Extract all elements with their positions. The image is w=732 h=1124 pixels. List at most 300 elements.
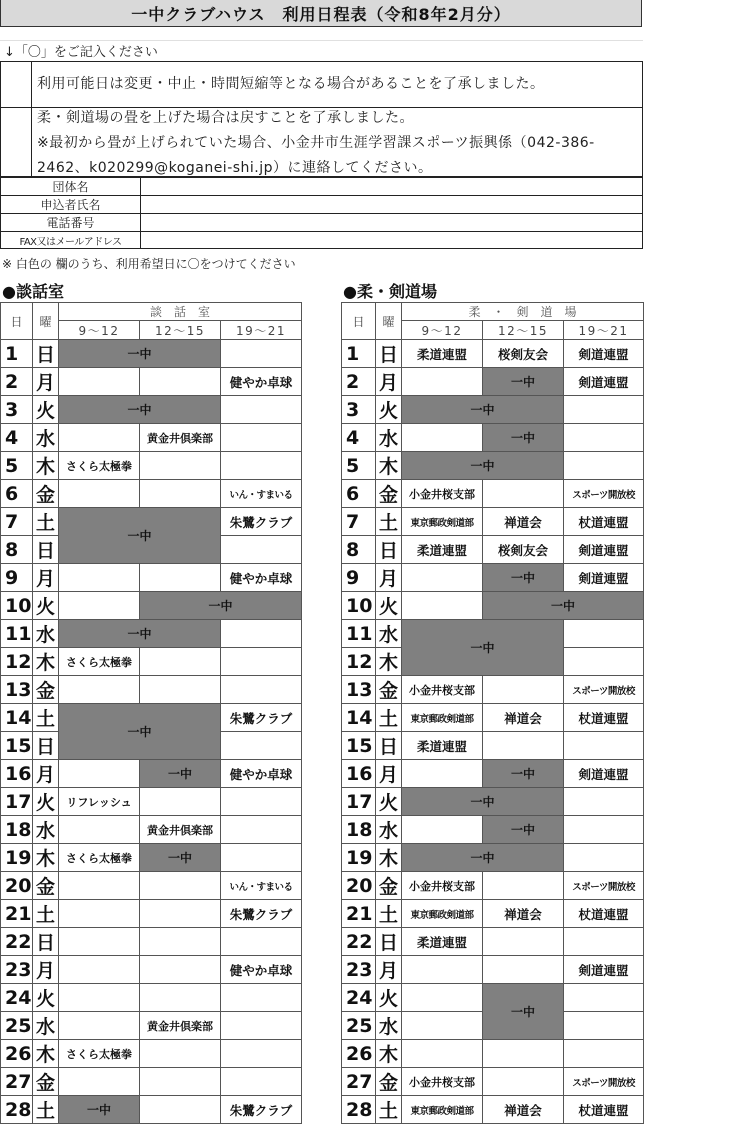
slot-evening[interactable]: [564, 648, 644, 676]
dojo-row-day-23: [342, 956, 644, 984]
day-number: 18: [1, 816, 33, 844]
slot-evening[interactable]: 剣道連盟: [564, 760, 644, 788]
slot-evening[interactable]: [221, 816, 302, 844]
day-number: 27: [342, 1068, 376, 1096]
slot-evening[interactable]: [564, 424, 644, 452]
applicant-name-field[interactable]: [141, 196, 643, 214]
day-of-week: 木: [33, 844, 59, 872]
slot-evening[interactable]: いん・すまいる: [221, 872, 302, 900]
slot-evening[interactable]: 朱鷺クラブ: [221, 1096, 302, 1124]
reserved-school-slot: 一中: [483, 368, 564, 396]
day-of-week: 月: [33, 956, 59, 984]
day-number: 23: [1, 956, 33, 984]
slot-morning[interactable]: [402, 816, 483, 844]
day-number: 5: [1, 452, 33, 480]
form-row-group-name: [1, 178, 643, 196]
day-of-week: 水: [33, 816, 59, 844]
slot-morning[interactable]: 柔道連盟: [402, 536, 483, 564]
dojo-row-day-11: [342, 620, 644, 648]
agreement-row-availability: [1, 62, 642, 108]
danwa-header-slot-evening: 19～21: [221, 321, 302, 340]
slot-evening[interactable]: [221, 536, 302, 564]
slot-evening[interactable]: [221, 984, 302, 1012]
dojo-row-day-1: [342, 340, 644, 368]
slot-evening[interactable]: 健やか卓球: [221, 368, 302, 396]
day-of-week: 月: [376, 368, 402, 396]
day-of-week: 水: [33, 424, 59, 452]
day-number: 28: [342, 1096, 376, 1124]
slot-morning[interactable]: 東京郵政剣道部: [402, 704, 483, 732]
day-of-week: 金: [33, 872, 59, 900]
day-of-week: 金: [33, 1068, 59, 1096]
slot-evening[interactable]: [564, 732, 644, 760]
slot-morning[interactable]: [402, 984, 483, 1012]
slot-morning[interactable]: [59, 424, 140, 452]
slot-morning[interactable]: 東京郵政剣道部: [402, 900, 483, 928]
day-number: 16: [1, 760, 33, 788]
slot-morning[interactable]: [59, 676, 140, 704]
danwa-row-day-18: [1, 816, 302, 844]
slot-evening[interactable]: 杖道連盟: [564, 1096, 644, 1124]
form-row-fax-email: [1, 232, 643, 249]
slot-morning[interactable]: さくら太極拳: [59, 844, 140, 872]
day-number: 22: [1, 928, 33, 956]
slot-afternoon[interactable]: [140, 1096, 221, 1124]
day-of-week: 土: [33, 704, 59, 732]
slot-evening[interactable]: [221, 424, 302, 452]
slot-morning[interactable]: [59, 564, 140, 592]
form-row-phone: [1, 214, 643, 232]
day-number: 13: [342, 676, 376, 704]
danwa-row-day-22: [1, 928, 302, 956]
slot-evening[interactable]: 剣道連盟: [564, 340, 644, 368]
day-number: 20: [342, 872, 376, 900]
day-of-week: 火: [376, 396, 402, 424]
page-title: 一中クラブハウス 利用日程表（令和8年2月分）: [0, 0, 642, 27]
day-number: 14: [342, 704, 376, 732]
day-of-week: 土: [376, 704, 402, 732]
slot-evening[interactable]: 剣道連盟: [564, 368, 644, 396]
dojo-row-day-7: [342, 508, 644, 536]
slot-evening[interactable]: [221, 340, 302, 368]
danwa-row-day-17: [1, 788, 302, 816]
day-of-week: 木: [376, 452, 402, 480]
slot-evening[interactable]: いん・すまいる: [221, 480, 302, 508]
agreement-row-tatami: [1, 108, 642, 176]
day-number: 9: [1, 564, 33, 592]
slot-afternoon[interactable]: 桜剣友会: [483, 340, 564, 368]
instruction-text: ↓「〇」をご記入ください: [4, 45, 158, 60]
slot-morning[interactable]: [59, 928, 140, 956]
danwa-row-day-1: [1, 340, 302, 368]
day-of-week: 木: [376, 648, 402, 676]
slot-evening[interactable]: [221, 732, 302, 760]
dojo-row-day-17: [342, 788, 644, 816]
reserved-school-slot: 一中: [483, 424, 564, 452]
dojo-row-day-10: [342, 592, 644, 620]
slot-evening[interactable]: [221, 1068, 302, 1096]
slot-morning[interactable]: 小金井桜支部: [402, 480, 483, 508]
reserved-school-slot: 一中: [140, 844, 221, 872]
day-of-week: 木: [376, 844, 402, 872]
danwa-row-day-26: [1, 1040, 302, 1068]
slot-evening[interactable]: [221, 1040, 302, 1068]
agreement-check-cell-1[interactable]: [1, 62, 32, 107]
dojo-row-day-4: [342, 424, 644, 452]
slot-morning[interactable]: [402, 956, 483, 984]
dojo-row-day-16: [342, 760, 644, 788]
day-number: 2: [342, 368, 376, 396]
day-of-week: 土: [33, 900, 59, 928]
day-of-week: 木: [33, 1040, 59, 1068]
dojo-row-day-15: [342, 732, 644, 760]
slot-evening[interactable]: [564, 396, 644, 424]
danwa-header-row-1: [1, 303, 302, 321]
day-of-week: 火: [33, 984, 59, 1012]
day-number: 1: [342, 340, 376, 368]
slot-afternoon[interactable]: [140, 1068, 221, 1096]
day-of-week: 木: [33, 648, 59, 676]
danwa-row-day-28: [1, 1096, 302, 1124]
slot-morning[interactable]: [402, 424, 483, 452]
slot-evening[interactable]: [221, 676, 302, 704]
reserved-school-slot: 一中: [59, 1096, 140, 1124]
slot-morning[interactable]: 小金井桜支部: [402, 1068, 483, 1096]
day-number: 22: [342, 928, 376, 956]
slot-evening[interactable]: 剣道連盟: [564, 564, 644, 592]
day-number: 2: [1, 368, 33, 396]
day-number: 7: [1, 508, 33, 536]
slot-evening[interactable]: [564, 984, 644, 1012]
dojo-header-slot-afternoon: 12～15: [483, 321, 564, 340]
slot-afternoon[interactable]: [140, 956, 221, 984]
slot-afternoon[interactable]: 黄金井倶楽部: [140, 1012, 221, 1040]
slot-afternoon[interactable]: [140, 564, 221, 592]
danwa-row-day-10: [1, 592, 302, 620]
slot-afternoon[interactable]: 桜剣友会: [483, 536, 564, 564]
day-number: 15: [342, 732, 376, 760]
reserved-school-slot: 一中: [483, 592, 644, 620]
slot-morning[interactable]: 東京郵政剣道部: [402, 1096, 483, 1124]
slot-evening[interactable]: [221, 788, 302, 816]
slot-evening[interactable]: 健やか卓球: [221, 760, 302, 788]
danwa-row-day-25: [1, 1012, 302, 1040]
reserved-school-slot: 一中: [59, 704, 221, 760]
slot-evening[interactable]: スポーツ開放校: [564, 676, 644, 704]
slot-morning[interactable]: [59, 1068, 140, 1096]
day-of-week: 水: [376, 1012, 402, 1040]
slot-morning[interactable]: 柔道連盟: [402, 928, 483, 956]
day-number: 4: [342, 424, 376, 452]
reserved-school-slot: 一中: [402, 620, 564, 676]
day-number: 10: [1, 592, 33, 620]
day-number: 12: [1, 648, 33, 676]
slot-evening[interactable]: [221, 396, 302, 424]
day-number: 26: [1, 1040, 33, 1068]
day-of-week: 金: [376, 872, 402, 900]
reserved-school-slot: 一中: [483, 564, 564, 592]
slot-afternoon[interactable]: [483, 872, 564, 900]
slot-evening[interactable]: 朱鷺クラブ: [221, 900, 302, 928]
slot-morning[interactable]: [59, 956, 140, 984]
dojo-row-day-2: [342, 368, 644, 396]
reserved-school-slot: 一中: [140, 592, 302, 620]
fax-email-field[interactable]: [141, 232, 643, 249]
slot-morning[interactable]: 柔道連盟: [402, 732, 483, 760]
slot-morning[interactable]: [402, 1012, 483, 1040]
slot-evening[interactable]: [564, 816, 644, 844]
dojo-row-day-20: [342, 872, 644, 900]
day-of-week: 水: [376, 424, 402, 452]
day-number: 20: [1, 872, 33, 900]
slot-evening[interactable]: 健やか卓球: [221, 564, 302, 592]
day-number: 23: [342, 956, 376, 984]
slot-afternoon[interactable]: 禅道会: [483, 1096, 564, 1124]
reserved-school-slot: 一中: [59, 340, 221, 368]
reserved-school-slot: 一中: [483, 816, 564, 844]
day-number: 5: [342, 452, 376, 480]
dojo-row-day-19: [342, 844, 644, 872]
dojo-schedule-table: [341, 302, 644, 1124]
day-of-week: 日: [33, 536, 59, 564]
danwa-header-room: 談 話 室: [59, 303, 302, 321]
dojo-header-slot-evening: 19～21: [564, 321, 644, 340]
slot-morning[interactable]: [59, 368, 140, 396]
slot-afternoon[interactable]: 禅道会: [483, 704, 564, 732]
slot-afternoon[interactable]: [483, 1068, 564, 1096]
day-number: 24: [342, 984, 376, 1012]
day-of-week: 火: [33, 788, 59, 816]
dojo-row-day-9: [342, 564, 644, 592]
day-number: 11: [1, 620, 33, 648]
day-of-week: 火: [33, 396, 59, 424]
slot-evening[interactable]: 健やか卓球: [221, 956, 302, 984]
danwa-row-day-24: [1, 984, 302, 1012]
day-number: 9: [342, 564, 376, 592]
day-number: 26: [342, 1040, 376, 1068]
slot-morning[interactable]: さくら太極拳: [59, 452, 140, 480]
dojo-row-day-13: [342, 676, 644, 704]
day-of-week: 木: [376, 1040, 402, 1068]
slot-morning[interactable]: [402, 368, 483, 396]
slot-afternoon[interactable]: 禅道会: [483, 508, 564, 536]
slot-morning[interactable]: [59, 760, 140, 788]
slot-afternoon[interactable]: [483, 732, 564, 760]
slot-evening[interactable]: [221, 928, 302, 956]
slot-evening[interactable]: 杖道連盟: [564, 900, 644, 928]
slot-evening[interactable]: [564, 620, 644, 648]
slot-afternoon[interactable]: [140, 368, 221, 396]
day-of-week: 水: [376, 620, 402, 648]
slot-afternoon[interactable]: [140, 984, 221, 1012]
slot-morning[interactable]: [402, 760, 483, 788]
slot-morning[interactable]: [59, 480, 140, 508]
slot-morning[interactable]: [59, 1012, 140, 1040]
slot-morning[interactable]: [59, 816, 140, 844]
phone-field[interactable]: [141, 214, 643, 232]
slot-evening[interactable]: 剣道連盟: [564, 956, 644, 984]
slot-evening[interactable]: [221, 1012, 302, 1040]
dojo-row-day-14: [342, 704, 644, 732]
slot-afternoon[interactable]: [483, 928, 564, 956]
slot-morning[interactable]: [59, 872, 140, 900]
danwa-row-day-27: [1, 1068, 302, 1096]
day-number: 15: [1, 732, 33, 760]
day-of-week: 金: [376, 1068, 402, 1096]
slot-afternoon[interactable]: [483, 480, 564, 508]
day-number: 17: [1, 788, 33, 816]
danwa-row-day-20: [1, 872, 302, 900]
day-of-week: 火: [376, 592, 402, 620]
applicant-form: [0, 177, 643, 249]
dojo-header-row-1: [342, 303, 644, 321]
slot-evening[interactable]: スポーツ開放校: [564, 872, 644, 900]
reserved-school-slot: 一中: [402, 452, 564, 480]
day-of-week: 月: [376, 760, 402, 788]
slot-evening[interactable]: スポーツ開放校: [564, 480, 644, 508]
danwa-row-day-3: [1, 396, 302, 424]
reserved-school-slot: 一中: [483, 760, 564, 788]
slot-afternoon[interactable]: [483, 1040, 564, 1068]
group-name-field[interactable]: [141, 178, 643, 196]
slot-afternoon[interactable]: [140, 1040, 221, 1068]
day-of-week: 日: [376, 536, 402, 564]
agreement-check-cell-2[interactable]: [1, 108, 32, 176]
dojo-row-day-6: [342, 480, 644, 508]
day-number: 8: [1, 536, 33, 564]
dojo-row-day-8: [342, 536, 644, 564]
day-of-week: 月: [376, 956, 402, 984]
slot-afternoon[interactable]: 黄金井倶楽部: [140, 816, 221, 844]
day-number: 7: [342, 508, 376, 536]
slot-morning[interactable]: さくら太極拳: [59, 648, 140, 676]
slot-afternoon[interactable]: 黄金井倶楽部: [140, 424, 221, 452]
slot-morning[interactable]: 小金井桜支部: [402, 676, 483, 704]
slot-morning[interactable]: [59, 984, 140, 1012]
danwa-row-day-21: [1, 900, 302, 928]
slot-evening[interactable]: [221, 648, 302, 676]
day-number: 12: [342, 648, 376, 676]
slot-morning[interactable]: [59, 900, 140, 928]
slot-afternoon[interactable]: [140, 928, 221, 956]
slot-evening[interactable]: [564, 844, 644, 872]
slot-afternoon[interactable]: [140, 788, 221, 816]
day-number: 1: [1, 340, 33, 368]
dojo-header-dow: 曜: [376, 303, 402, 340]
dojo-row-day-5: [342, 452, 644, 480]
day-number: 13: [1, 676, 33, 704]
day-number: 28: [1, 1096, 33, 1124]
slot-evening[interactable]: [221, 844, 302, 872]
phone-label: 電話番号: [1, 214, 141, 232]
day-number: 17: [342, 788, 376, 816]
slot-afternoon[interactable]: [140, 676, 221, 704]
day-of-week: 日: [376, 928, 402, 956]
slot-morning[interactable]: 東京郵政剣道部: [402, 508, 483, 536]
slot-evening[interactable]: [221, 620, 302, 648]
day-of-week: 月: [33, 368, 59, 396]
slot-afternoon[interactable]: [140, 648, 221, 676]
day-of-week: 金: [376, 480, 402, 508]
day-of-week: 金: [376, 676, 402, 704]
slot-morning[interactable]: [402, 1040, 483, 1068]
slot-evening[interactable]: 剣道連盟: [564, 536, 644, 564]
danwa-header-day: 日: [1, 303, 33, 340]
day-of-week: 火: [33, 592, 59, 620]
slot-evening[interactable]: 朱鷺クラブ: [221, 704, 302, 732]
dojo-row-day-21: [342, 900, 644, 928]
day-number: 10: [342, 592, 376, 620]
slot-evening[interactable]: スポーツ開放校: [564, 1068, 644, 1096]
slot-evening[interactable]: [221, 452, 302, 480]
dojo-row-day-27: [342, 1068, 644, 1096]
danwa-row-day-4: [1, 424, 302, 452]
slot-afternoon[interactable]: [483, 676, 564, 704]
slot-evening[interactable]: 杖道連盟: [564, 704, 644, 732]
slot-evening[interactable]: [564, 928, 644, 956]
day-of-week: 土: [33, 508, 59, 536]
slot-afternoon[interactable]: [140, 480, 221, 508]
reserved-school-slot: 一中: [59, 620, 221, 648]
slot-evening[interactable]: 朱鷺クラブ: [221, 508, 302, 536]
danwa-row-day-19: [1, 844, 302, 872]
dojo-row-day-28: [342, 1096, 644, 1124]
slot-morning[interactable]: 小金井桜支部: [402, 872, 483, 900]
agreement-text-2-note: ※最初から畳が上げられていた場合、小金井市生涯学習課スポーツ振興係（042-386-2462、k020299@koganei-shi.jp）に連絡してください。: [37, 135, 595, 176]
slot-evening[interactable]: 杖道連盟: [564, 508, 644, 536]
slot-morning[interactable]: [59, 592, 140, 620]
slot-evening[interactable]: [564, 452, 644, 480]
day-number: 8: [342, 536, 376, 564]
dojo-header-slot-morning: 9～12: [402, 321, 483, 340]
slot-evening[interactable]: [564, 1040, 644, 1068]
slot-evening[interactable]: [564, 1012, 644, 1040]
danwa-header-slot-afternoon: 12～15: [140, 321, 221, 340]
danwa-row-day-11: [1, 620, 302, 648]
slot-morning[interactable]: さくら太極拳: [59, 1040, 140, 1068]
dojo-header-room: 柔 ・ 剣 道 場: [402, 303, 644, 321]
day-number: 27: [1, 1068, 33, 1096]
danwa-row-day-2: [1, 368, 302, 396]
day-of-week: 水: [33, 1012, 59, 1040]
slot-afternoon[interactable]: [140, 452, 221, 480]
slot-evening[interactable]: [564, 788, 644, 816]
slot-morning[interactable]: 柔道連盟: [402, 340, 483, 368]
day-number: 11: [342, 620, 376, 648]
slot-afternoon[interactable]: [140, 900, 221, 928]
danwa-row-day-9: [1, 564, 302, 592]
slot-morning[interactable]: リフレッシュ: [59, 788, 140, 816]
danwa-row-day-16: [1, 760, 302, 788]
day-number: 25: [1, 1012, 33, 1040]
day-of-week: 日: [33, 928, 59, 956]
dojo-header-day: 日: [342, 303, 376, 340]
slot-afternoon[interactable]: [140, 872, 221, 900]
reserved-school-slot: 一中: [140, 760, 221, 788]
day-number: 24: [1, 984, 33, 1012]
day-of-week: 金: [33, 676, 59, 704]
slot-morning[interactable]: [402, 564, 483, 592]
day-number: 6: [1, 480, 33, 508]
danwa-row-day-6: [1, 480, 302, 508]
slot-afternoon[interactable]: [483, 956, 564, 984]
day-number: 21: [1, 900, 33, 928]
day-of-week: 火: [376, 984, 402, 1012]
slot-morning[interactable]: [402, 592, 483, 620]
agreement-text-2: [37, 106, 636, 181]
slot-afternoon[interactable]: 禅道会: [483, 900, 564, 928]
day-number: 25: [342, 1012, 376, 1040]
